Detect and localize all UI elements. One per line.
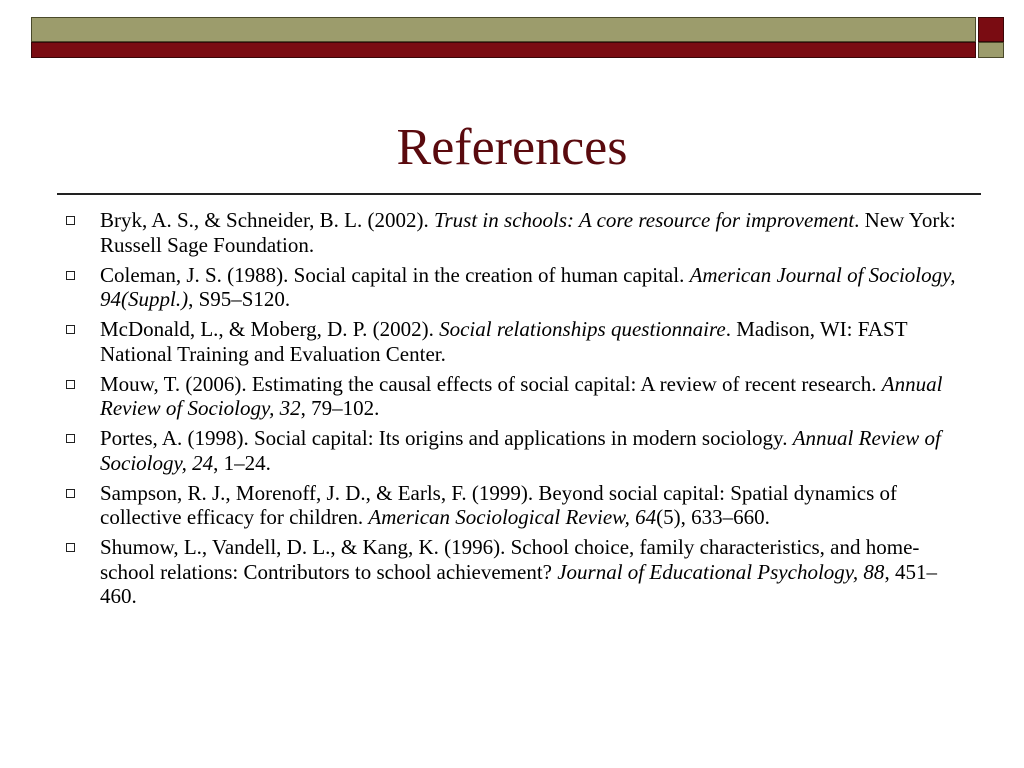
reference-source: American Journal of Sociology, 94(Suppl.)	[100, 262, 956, 311]
square-bullet-icon	[66, 380, 75, 389]
reference-authors: Mouw, T. (2006). Estimating the causal effects of social capital: A review of recent research.	[100, 371, 882, 396]
reference-authors: Coleman, J. S. (1988). Social capital in the creation of human capital.	[100, 262, 690, 287]
reference-item	[66, 426, 966, 475]
slide-title: References	[396, 119, 628, 176]
square-bullet-icon	[66, 543, 75, 552]
reference-source: Journal of Educational Psychology, 88	[557, 559, 885, 584]
reference-source: American Sociological Review, 64	[368, 505, 657, 529]
reference-item	[66, 481, 966, 530]
reference-details: , 1–24.	[213, 450, 271, 475]
reference-list	[66, 208, 966, 614]
square-bullet-icon	[66, 216, 75, 225]
header-bar-maroon	[31, 42, 976, 58]
reference-authors: Portes, A. (1998). Social capital: Its origins and applications in modern sociology.	[100, 426, 793, 450]
square-bullet-icon	[66, 271, 75, 280]
reference-item	[66, 317, 966, 366]
reference-authors: McDonald, L., & Moberg, D. P. (2002).	[100, 317, 440, 341]
header-bar-olive	[31, 17, 976, 42]
reference-item	[66, 208, 966, 257]
reference-details: (5), 633–660.	[656, 505, 770, 529]
reference-source: Annual Review of Sociology, 32	[100, 371, 943, 420]
reference-authors: Sampson, R. J., Morenoff, J. D., & Earls, F. (1999). Beyond social capital: Spatial dynamics of collective efficacy for children.	[100, 480, 897, 529]
reference-source: Trust in schools: A core resource for improvement	[433, 208, 855, 232]
title-divider	[57, 193, 981, 195]
reference-authors: Bryk, A. S., & Schneider, B. L. (2002).	[100, 208, 434, 232]
reference-item	[66, 372, 966, 421]
reference-authors: Shumow, L., Vandell, D. L., & Kang, K. (1996). School choice, family characteristics, and home-school relations: Contributors to school achievement?	[100, 535, 920, 584]
reference-details: , S95–S120.	[188, 287, 291, 311]
square-bullet-icon	[66, 434, 75, 443]
reference-details: . New York: Russell Sage Foundation.	[100, 208, 956, 257]
reference-item	[66, 535, 966, 609]
square-bullet-icon	[66, 325, 75, 334]
reference-details: , 451–460.	[100, 559, 937, 608]
reference-details: , 79–102.	[300, 396, 380, 420]
square-bullet-icon	[66, 489, 75, 498]
reference-source: Annual Review of Sociology, 24	[100, 426, 941, 475]
reference-details: . Madison, WI: FAST National Training and Evaluation Center.	[100, 317, 908, 366]
reference-source: Social relationships questionnaire	[439, 317, 726, 341]
header-square-maroon	[978, 17, 1004, 42]
reference-item	[66, 263, 966, 312]
header-square-olive	[978, 42, 1004, 58]
